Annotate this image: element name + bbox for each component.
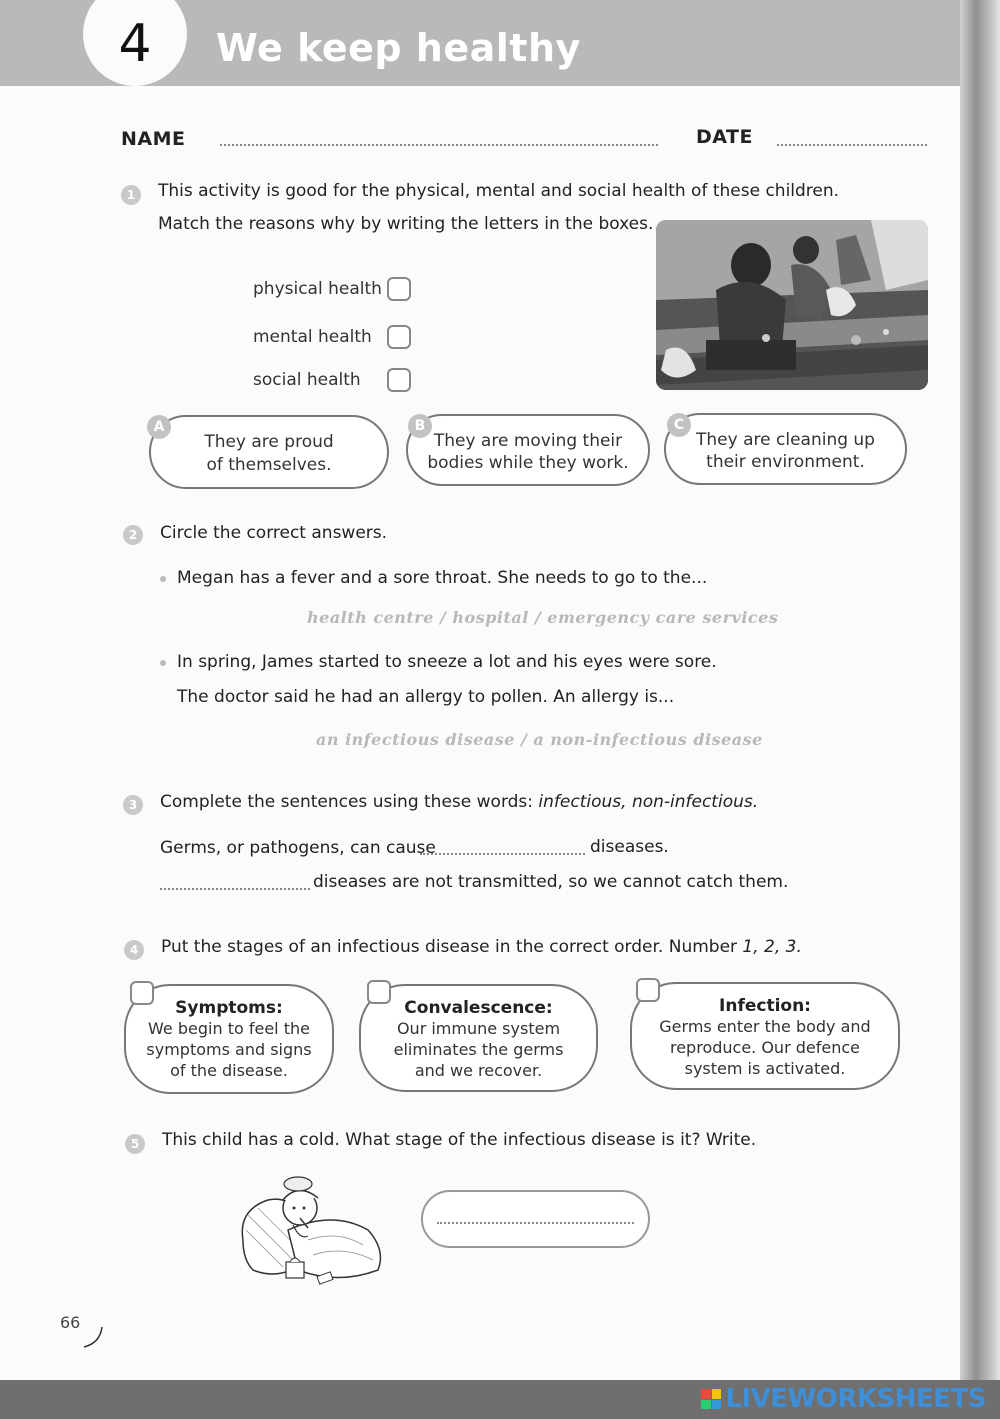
- social-health-label: social health: [253, 370, 361, 390]
- stage-convalescence-line-2: eliminates the germs: [393, 1040, 564, 1059]
- question-4-numbers: 1, 2, 3.: [742, 937, 802, 957]
- date-field[interactable]: [777, 144, 927, 146]
- question-4-instruction-text: Put the stages of an infectious disease in the correct order. Number: [161, 937, 743, 957]
- question-4-instruction: [161, 937, 802, 957]
- stage-symptoms-line-1: We begin to feel the: [148, 1019, 310, 1038]
- bullet-1: [160, 576, 166, 582]
- sentence-1-start: Germs, or pathogens, can cause: [160, 838, 436, 858]
- stage-convalescence-title: Convalescence:: [404, 998, 553, 1018]
- stage-infection-box: [630, 982, 900, 1090]
- mental-health-label: mental health: [253, 327, 372, 347]
- stage-infection-line-1: Germs enter the body and: [659, 1017, 871, 1036]
- page-number: 66: [60, 1313, 81, 1332]
- question-3-instruction-text: Complete the sentences using these words:: [160, 792, 539, 812]
- option-c-line-1: They are cleaning up: [696, 430, 875, 450]
- option-c-letter: C: [667, 413, 691, 437]
- unit-number: 4: [118, 14, 152, 74]
- option-b-line-2: bodies while they work.: [427, 453, 629, 473]
- question-5-answer-box[interactable]: [421, 1190, 650, 1248]
- physical-health-box[interactable]: [387, 277, 411, 301]
- question-2-item-2-options[interactable]: an infectious disease / a non-infectious disease: [316, 730, 763, 749]
- question-5-answer-line[interactable]: [437, 1222, 634, 1224]
- stage-convalescence-line-1: Our immune system: [396, 1019, 561, 1038]
- liveworksheets-logo-icon: [701, 1389, 721, 1409]
- date-label: DATE: [696, 126, 753, 148]
- option-b-line-1: They are moving their: [433, 431, 623, 451]
- question-2-item-2-line-1: In spring, James started to sneeze a lot and his eyes were sore.: [177, 652, 717, 672]
- stage-convalescence-line-3: and we recover.: [414, 1061, 543, 1080]
- question-2-item-2-line-2: The doctor said he had an allergy to pollen. An allergy is...: [177, 687, 675, 707]
- liveworksheets-logo: [701, 1382, 986, 1416]
- stage-symptoms-line-2: symptoms and signs: [146, 1040, 312, 1059]
- book-spine: [960, 0, 1000, 1380]
- stage-symptoms-box: [124, 984, 334, 1094]
- question-3-instruction: [160, 792, 758, 812]
- option-a-box: [149, 415, 389, 489]
- children-cleaning-photo: [656, 220, 928, 390]
- bullet-2: [160, 660, 166, 666]
- name-field[interactable]: [220, 144, 658, 146]
- question-3-word-list: infectious, non-infectious.: [538, 792, 759, 812]
- stage-infection-line-3: system is activated.: [684, 1059, 846, 1078]
- option-a-line-1: They are proud: [204, 432, 334, 452]
- stage-symptoms-line-3: of the disease.: [170, 1061, 288, 1080]
- sentence-2-end: diseases are not transmitted, so we cannot catch them.: [313, 872, 789, 892]
- stage-convalescence-box: [359, 984, 598, 1092]
- page-curl-mark: [80, 1325, 106, 1349]
- option-c-line-2: their environment.: [706, 452, 865, 472]
- option-b-box: [406, 414, 650, 486]
- option-a-letter: A: [147, 415, 171, 439]
- stage-symptoms-title: Symptoms:: [175, 998, 283, 1018]
- sick-child-illustration: [238, 1170, 388, 1292]
- liveworksheets-wordmark: LIVEWORKSHEETS: [725, 1384, 986, 1414]
- question-1-line-1: This activity is good for the physical, mental and social health of these children.: [158, 181, 840, 201]
- social-health-box[interactable]: [387, 368, 411, 392]
- stage-infection-number-box[interactable]: [636, 978, 660, 1002]
- question-3-number: 3: [123, 795, 143, 815]
- physical-health-label: physical health: [253, 279, 382, 299]
- question-2-item-1-options[interactable]: health centre / hospital / emergency care services: [307, 608, 779, 627]
- stage-symptoms-number-box[interactable]: [130, 981, 154, 1005]
- unit-title: We keep healthy: [216, 26, 581, 70]
- question-4-number: 4: [124, 940, 144, 960]
- question-1-number: 1: [121, 185, 141, 205]
- sentence-2-blank[interactable]: [160, 888, 310, 890]
- stage-convalescence-number-box[interactable]: [367, 980, 391, 1004]
- option-a-line-2: of themselves.: [206, 455, 332, 475]
- name-label: NAME: [121, 128, 186, 150]
- question-2-number: 2: [123, 525, 143, 545]
- sentence-1-blank[interactable]: [420, 853, 585, 855]
- sentence-1-end: diseases.: [590, 837, 669, 857]
- question-1-line-2: Match the reasons why by writing the letters in the boxes.: [158, 214, 654, 234]
- question-2-item-1: Megan has a fever and a sore throat. She needs to go to the...: [177, 568, 708, 588]
- option-b-letter: B: [408, 414, 432, 438]
- photo-illustration: [656, 220, 928, 390]
- mental-health-box[interactable]: [387, 325, 411, 349]
- stage-infection-line-2: reproduce. Our defence: [669, 1038, 860, 1057]
- question-5-number: 5: [125, 1134, 145, 1154]
- question-2-instruction: Circle the correct answers.: [160, 523, 388, 543]
- option-c-box: [664, 413, 907, 485]
- stage-infection-title: Infection:: [719, 996, 811, 1016]
- question-5-instruction: This child has a cold. What stage of the infectious disease is it? Write.: [162, 1130, 757, 1150]
